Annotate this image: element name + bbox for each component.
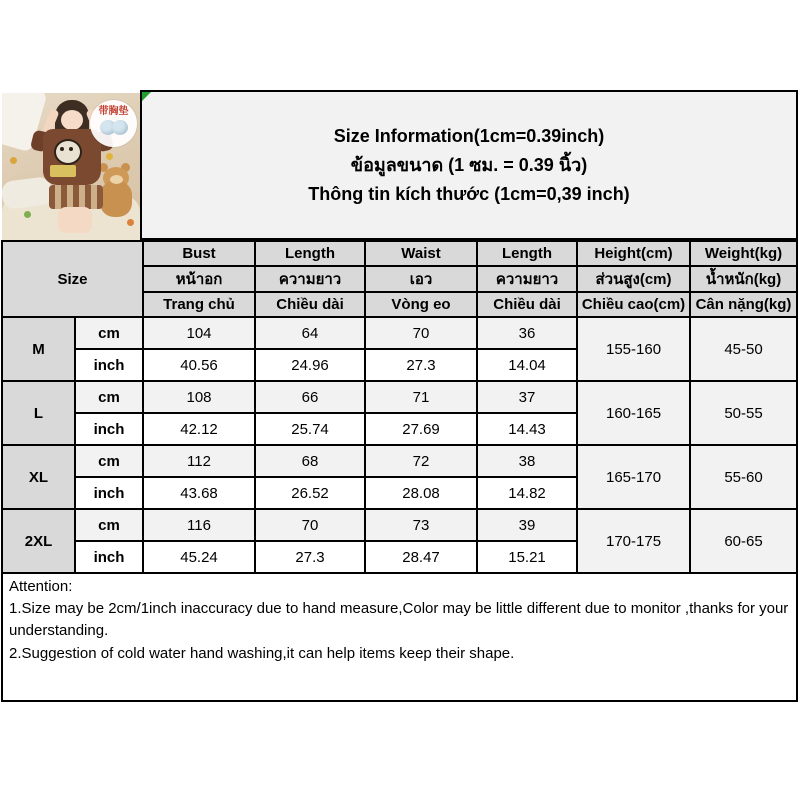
value-cell: 27.69 [365,413,477,445]
size-corner-label: Size [2,241,143,317]
value-cell: 104 [143,317,255,349]
height-range-cell: 165-170 [577,445,690,509]
value-cell: 14.82 [477,477,577,509]
col-header-length-vi: Chiều dài [255,292,365,317]
decor-dot [10,157,17,164]
col-header-height-vi: Chiều cao(cm) [577,292,690,317]
chest-pad-icon [112,120,128,135]
cell-corner-marker-icon [142,92,151,101]
height-range-cell: 160-165 [577,381,690,445]
value-cell: 68 [255,445,365,477]
col-header-height-en: Height(cm) [577,241,690,266]
col-header-weight-en: Weight(kg) [690,241,797,266]
col-header-height-th: ส่วนสูง(cm) [577,266,690,292]
value-cell: 70 [255,509,365,541]
unit-label-cm: cm [75,381,143,413]
size-table [1,240,798,574]
weight-range-cell: 55-60 [690,445,797,509]
attention-title: Attention: [9,578,73,595]
value-cell: 42.12 [143,413,255,445]
value-cell: 40.56 [143,349,255,381]
value-cell: 116 [143,509,255,541]
model-figure [61,110,83,130]
col-header-length-en: Length [255,241,365,266]
unit-label-cm: cm [75,317,143,349]
col-header-length2-th: ความยาว [477,266,577,292]
unit-label-inch: inch [75,349,143,381]
value-cell: 112 [143,445,255,477]
unit-label-cm: cm [75,445,143,477]
unit-label-cm: cm [75,509,143,541]
attention-line-2: 2.Suggestion of cold water hand washing,it can help items keep their shape. [9,644,515,662]
size-row-label-2xl: 2XL [2,509,75,573]
attention-line-1: 1.Size may be 2cm/1inch inaccuracy due to hand measure,Color may be little different due to monitor ,thanks for your understanding. [9,600,789,640]
value-cell: 70 [365,317,477,349]
value-cell: 26.52 [255,477,365,509]
col-header-weight-th: น้ำหนัก(kg) [690,266,797,292]
col-header-length2-vi: Chiều dài [477,292,577,317]
cartoon-print-icon [50,165,76,177]
height-range-cell: 155-160 [577,317,690,381]
unit-label-inch: inch [75,477,143,509]
chest-pad-badge [90,100,137,147]
col-header-bust-en: Bust [143,241,255,266]
unit-label-inch: inch [75,413,143,445]
title-thai: ข้อมูลขนาด (1 ซม. = 0.39 นิ้ว) [350,154,588,175]
value-cell: 39 [477,509,577,541]
value-cell: 28.47 [365,541,477,573]
col-header-length2-en: Length [477,241,577,266]
value-cell: 36 [477,317,577,349]
value-cell: 38 [477,445,577,477]
model-figure [58,207,92,233]
attention-note [1,572,798,702]
value-cell: 15.21 [477,541,577,573]
col-header-bust-th: หน้าอก [143,266,255,292]
value-cell: 73 [365,509,477,541]
value-cell: 72 [365,445,477,477]
size-row-label-xl: XL [2,445,75,509]
value-cell: 71 [365,381,477,413]
height-range-cell: 170-175 [577,509,690,573]
value-cell: 14.43 [477,413,577,445]
value-cell: 108 [143,381,255,413]
value-cell: 14.04 [477,349,577,381]
size-row-label-l: L [2,381,75,445]
value-cell: 64 [255,317,365,349]
col-header-waist-vi: Vòng eo [365,292,477,317]
decor-dot [106,153,113,160]
cartoon-print-icon [54,139,82,165]
col-header-length-th: ความยาว [255,266,365,292]
title-vietnamese: Thông tin kích thước (1cm=0,39 inch) [308,183,630,204]
col-header-weight-vi: Cân nặng(kg) [690,292,797,317]
value-cell: 27.3 [255,541,365,573]
value-cell: 43.68 [143,477,255,509]
value-cell: 66 [255,381,365,413]
unit-label-inch: inch [75,541,143,573]
teddy-bear-icon [100,181,132,217]
col-header-waist-en: Waist [365,241,477,266]
value-cell: 28.08 [365,477,477,509]
weight-range-cell: 60-65 [690,509,797,573]
value-cell: 27.3 [365,349,477,381]
col-header-waist-th: เอว [365,266,477,292]
teddy-bear-icon [110,175,123,184]
title-english: Size Information(1cm=0.39inch) [333,125,605,146]
product-photo [2,93,140,240]
chest-pad-badge-text: 带胸垫 [98,106,129,117]
col-header-bust-vi: Trang chủ [143,292,255,317]
decor-dot [127,219,134,226]
value-cell: 45.24 [143,541,255,573]
decor-dot [24,211,31,218]
plaid-shorts-shape [49,185,103,209]
weight-range-cell: 45-50 [690,317,797,381]
size-row-label-m: M [2,317,75,381]
size-info-header [140,90,798,240]
value-cell: 37 [477,381,577,413]
value-cell: 24.96 [255,349,365,381]
weight-range-cell: 50-55 [690,381,797,445]
value-cell: 25.74 [255,413,365,445]
